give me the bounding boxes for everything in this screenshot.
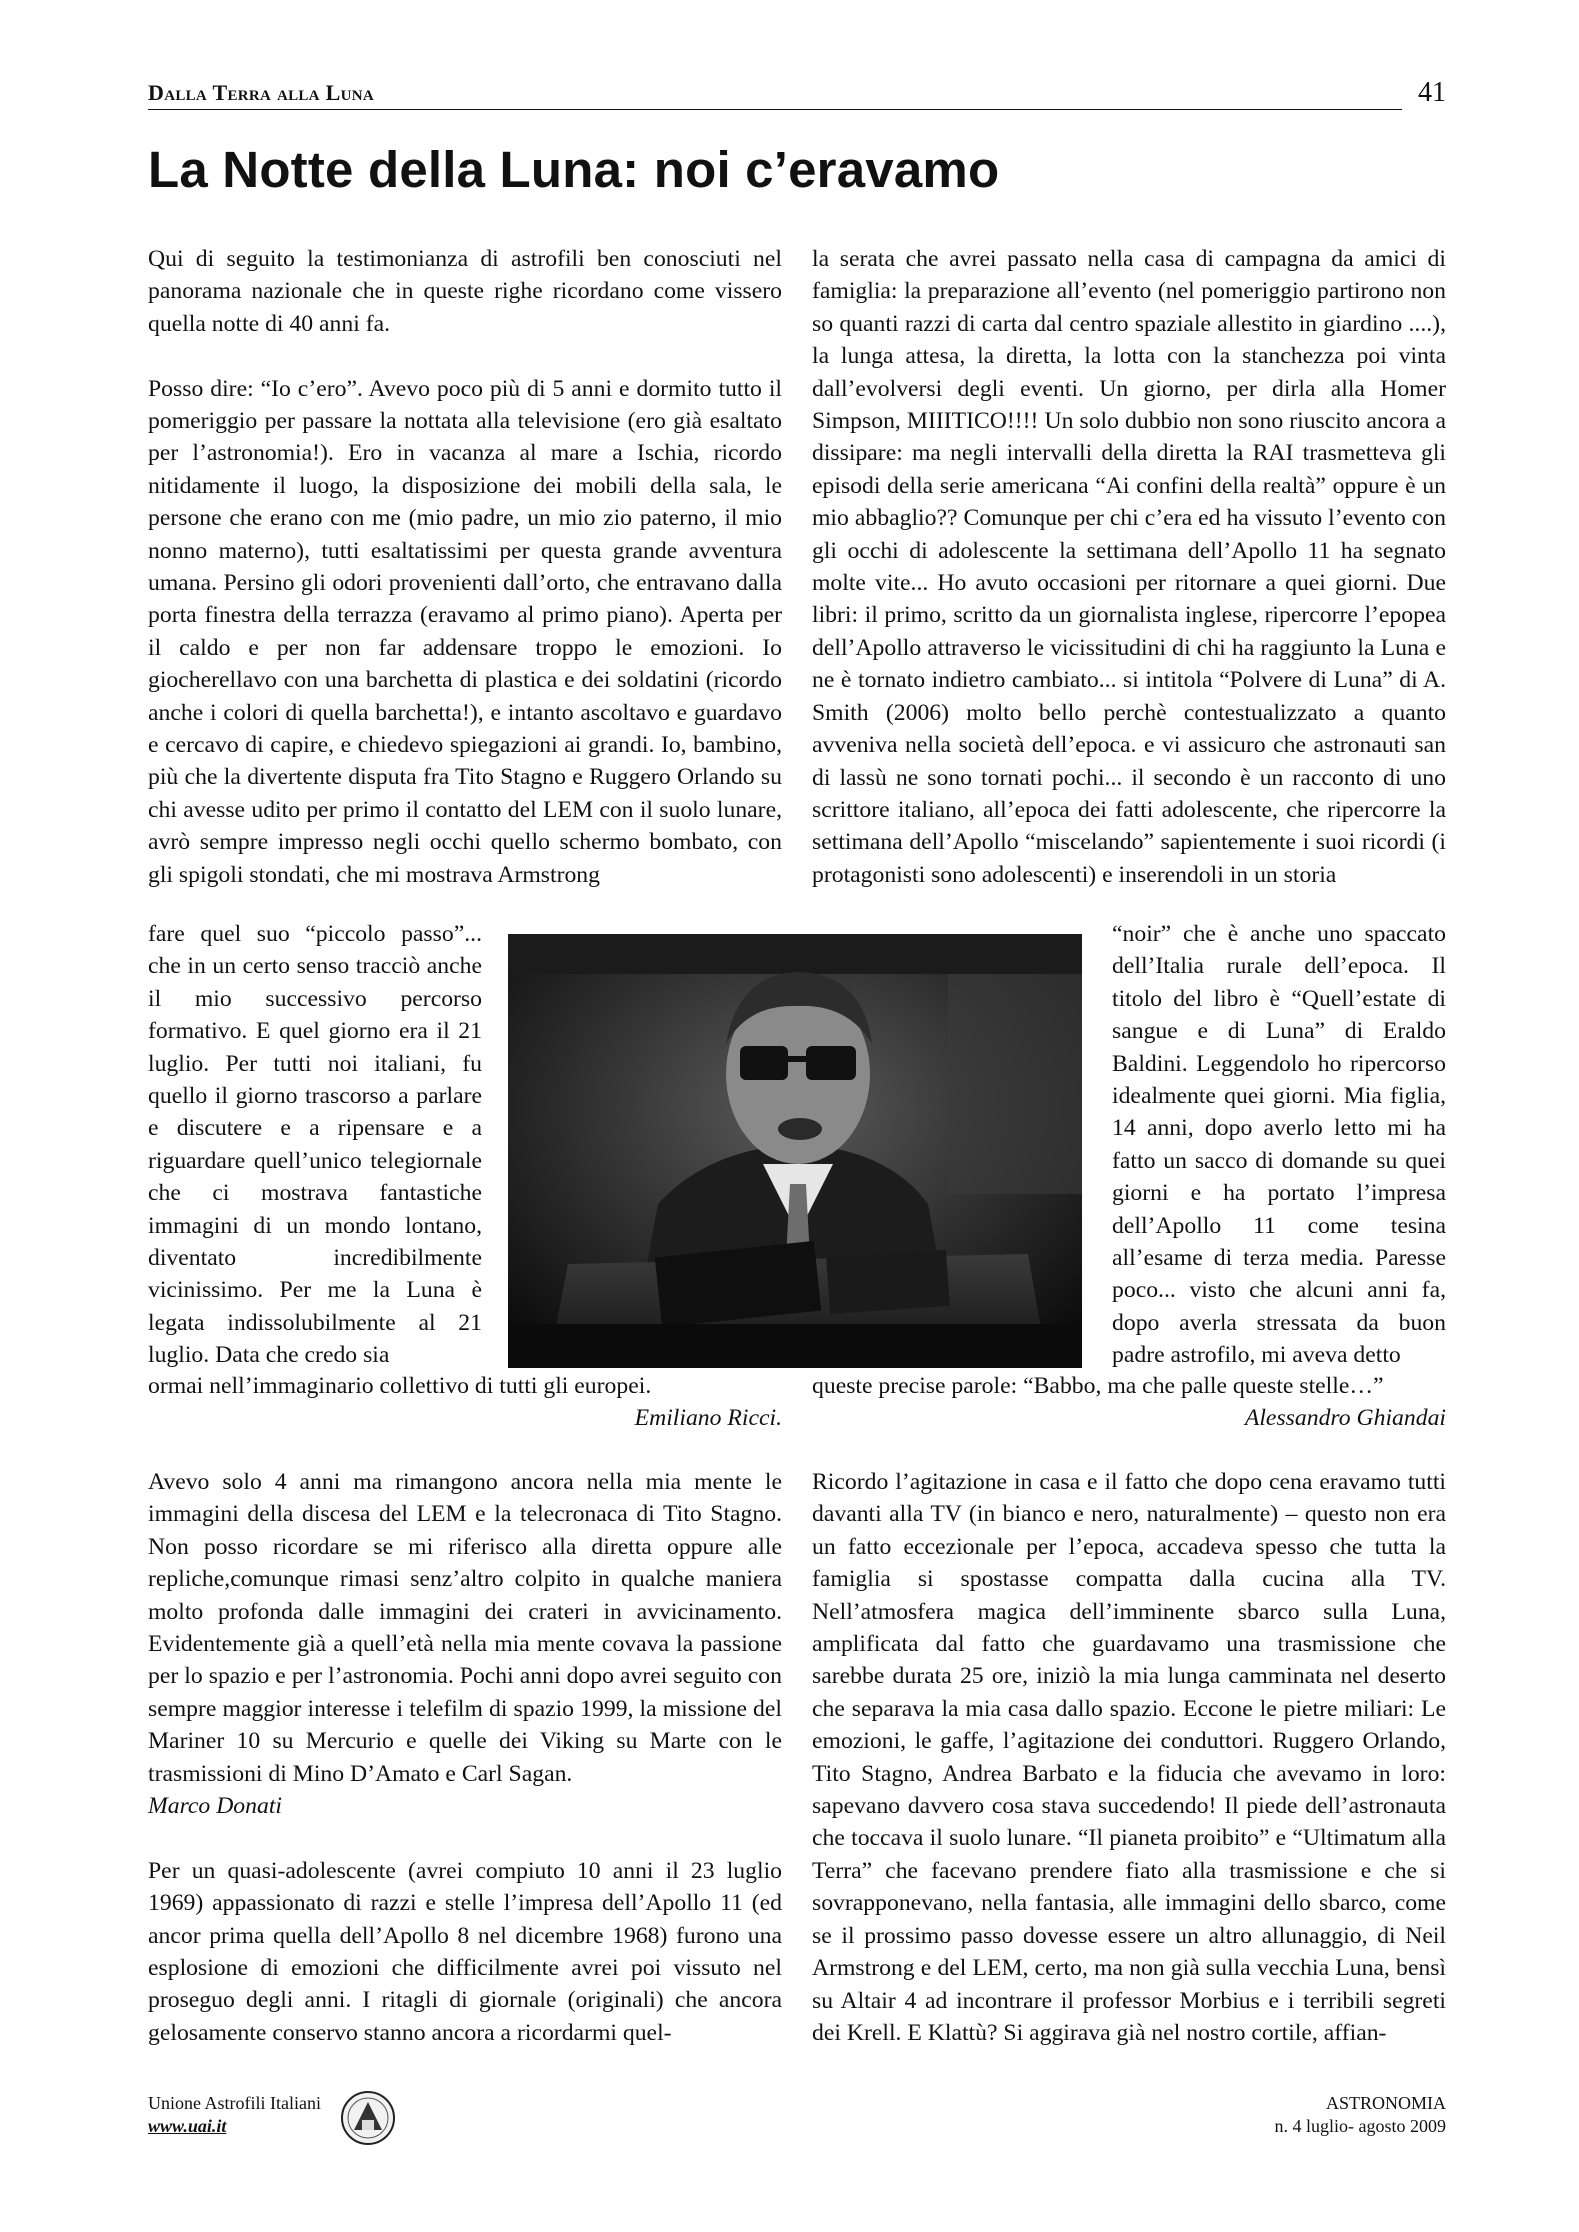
footer-org: Unione Astrofili Italiani [148, 2093, 321, 2113]
quasi-adolescente-paragraph: Per un quasi-adolescente (avrei compiuto 10 anni il 23 luglio 1969) appassionato di razzi e stelle l’impresa dell’Apollo 11 (ed ancor prima quella dell’Apollo 8 nel dicembre 1968) furono una esplosione di emozioni che difficilmente avrei poi vissuto nel proseguo degli anni. I ritagli di giornale (originali) che ancora gelosamente conservo stanno ancora a ricordarmi quel- [148, 1857, 782, 2046]
header-rule [148, 109, 1402, 110]
uai-logo-icon [340, 2090, 396, 2146]
intro-paragraph: Qui di seguito la testimonianza di astrofili ben conosciuti nel panorama nazionale che in queste righe ricordano come vissero quella notte di 40 anni fa. [148, 246, 782, 337]
ghiandai-tail-text: queste precise parole: “Babbo, ma che palle queste stelle…” [812, 1373, 1384, 1399]
donati-paragraph: Avevo solo 4 anni ma rimangono ancora nella mia mente le immagini della discesa del LEM e la telecronaca di Tito Stagno. Non posso ricordare se mi riferisco alla diretta oppure alle repliche,comunque rimasi senz’altro colpito in qualche maniera molto profonda dalle immagini dei crateri in avvicinamento. Evidentemente già a quell’età nella mia mente covava la passione per lo spazio e per l’astronomia. Pochi anni dopo avrei seguito con sempre maggior interesse i telefilm di spazio 1999, la missione del Mariner 10 su Mercurio e quelle dei Viking su Marte con le trasmissioni di Mino D’Amato e Carl Sagan. [148, 1469, 782, 1787]
ricci-tail [148, 1370, 782, 1435]
ricci-paragraph: Posso dire: “Io c’ero”. Avevo poco più di 5 anni e dormito tutto il pomeriggio per passare la nottata alla televisione (ero già esaltato per l’astronomia!). Ero in vacanza al mare a Ischia, ricordo nitidamente il luogo, la disposizione dei mobili della sala, le persone che erano con me (mio padre, un mio zio paterno, il mio nonno materno), tutti esaltatissimi per questa grande avventura umana. Persino gli odori provenienti dall’orto, che entravano dalla porta finestra della terrazza (eravamo al primo piano). Aperta per il caldo e per non far addensare troppo le emozioni. Io giocherellavo con una barchetta di plastica e dei soldatini (ricordo anche i colori di quella barchetta!), e intanto ascoltavo e guardavo e cercavo di capire, e chiedevo spiegazioni ai grandi. Io, bambino, più che la divertente disputa fra Tito Stagno e Ruggero Orlando su chi avesse udito per primo il contatto del LEM con il suolo lunare, avrò sempre impresso negli occhi quello schermo bombato, con gli spigoli stondati, che mi mostrava Armstrong [148, 375, 782, 888]
footer-url-link[interactable]: www.uai.it [148, 2116, 227, 2136]
footer-left [148, 2092, 321, 2138]
section-title: Dalla Terra alla Luna [148, 80, 374, 105]
footer-right [1275, 2092, 1447, 2138]
footer-issue: n. 4 luglio- agosto 2009 [1274, 2116, 1446, 2136]
tv-broadcast-photo [508, 934, 1082, 1368]
ricci-wrap-text: fare quel suo “piccolo passo”... che in un certo senso tracciò anche il mio successivo percorso formativo. E quel giorno era il 21 luglio. Per tutti noi italiani, fu quello il giorno trascorso a parlare e discutere e a ripensare e a riguardare quell’unico telegiornale che ci mostrava fantastiche immagini di un mondo lontano, diventato incredibilmente vicinissimo. Per me la Luna è legata indissolubilmente al 21 luglio. Data che credo sia [148, 921, 482, 1369]
agitazione-paragraph: Ricordo l’agitazione in casa e il fatto che dopo cena eravamo tutti davanti alla TV (in bianco e nero, naturalmente) – questo non era un fatto eccezionale per l’epoca, accadeva spesso che tutta la famiglia si spostasse compatta dalla cucina alla TV. Nell’atmosfera magica dell’imminente sbarco sulla Luna, amplificata dal fatto che guardavamo una trasmissione che sarebbe durata 25 ore, iniziò la mia lunga camminata nel deserto che separava la mia casa dallo spazio. Eccone le pietre miliari: Le emozioni, le gaffe, l’agitazione dei conduttori. Ruggero Orlando, Tito Stagno, Andrea Barbato e la fiducia che avevamo in loro: sapevano davvero cosa stava succedendo! Il piede dell’astronauta che toccava il suolo lunare. “Il pianeta proibito” e “Ultimatum alla Terra” che facevano prendere fiato alla trasmissione e che si sovrapponevano, nella fantasia, alle immagini dello sbarco, come se il prossimo passo dovesse essere un altro allunaggio, di Neil Armstrong e del LEM, certo, ma non già sulla vecchia Luna, bensì su Altair 4 ad incontrare il professor Morbius e i terribili segreti dei Krell. E Klattù? Si aggirava già nel nostro cortile, affian- [812, 1469, 1446, 2046]
ghiandai-paragraph: la serata che avrei passato nella casa di campagna da amici di famiglia: la preparazione all’evento (nel pomeriggio partirono non so quanti razzi di carta dal centro spaziale allestito in giardino ....), la lunga attesa, la diretta, la lotta con la stanchezza poi vinta dall’evolversi degli eventi. Un giorno, per dirla alla Homer Simpson, MIIITICO!!!! Un solo dubbio non sono riuscito ancora a dissipare: ma negli intervalli della diretta la RAI trasmetteva gli episodi della serie americana “Ai confini della realtà” oppure è un mio abbaglio?? Comunque per chi c’era ed ha vissuto l’evento con gli occhi di adolescente la settimana dell’Apollo 11 ha segnato molte vite... Ho avuto occasioni per ritornare a quei giorni. Due libri: il primo, scritto da un giornalista inglese, ripercorre l’epopea dell’Apollo attraverso le vicissitudini di chi ha raggiunto la Luna e ne è tornato indietro cambiato... si intitola “Polvere di Luna” di A. Smith (2006) molto bello perchè contestualizzato a quanto avveniva nella società dell’epoca. e vi assicuro che astronauti san di lassù ne sono tornati pochi... il secondo è un racconto di uno scrittore italiano, all’epoca dei fatti adolescente, che ripercorre la settimana dell’Apollo “miscelando” sapientemente i suoi ricordi (i protagonisti sono adolescenti) e inserendoli in un storia [812, 246, 1446, 888]
ghiandai-tail [812, 1370, 1446, 1435]
signature-donati: Marco Donati [148, 1793, 282, 1820]
left-column-top [148, 243, 782, 891]
signature-ricci: Emiliano Ricci. [634, 1405, 782, 1432]
signature-ghiandai: Alessandro Ghiandai [1244, 1405, 1446, 1432]
page-number: 41 [1418, 77, 1446, 108]
footer-magazine: ASTRONOMIA [1325, 2093, 1446, 2113]
article-title: La Notte della Luna: noi c’eravamo [148, 141, 1000, 198]
ghiandai-wrap-text: “noir” che è anche uno spaccato dell’Italia rurale dell’epoca. Il titolo del libro è “Quell’estate di sangue e di Luna” di Eraldo Baldini. Leggendolo ho ripercorso idealmente quei giorni. Mia figlia, 14 anni, dopo averlo letto mi ha fatto un sacco di domande su quei giorni e ha portato l’impresa dell’Apollo 11 come tesina all’esame di terza media. Paresse poco... visto che alcuni anni fa, dopo averla stressata da buon padre astrofilo, mi aveva detto [1112, 921, 1446, 1369]
ricci-tail-text: ormai nell’immaginario collettivo di tutti gli europei. [148, 1373, 652, 1399]
running-header [148, 74, 1446, 114]
left-column-bottom [148, 1466, 782, 2049]
right-column-bottom [812, 1466, 1446, 2049]
right-column-top [812, 243, 1446, 891]
